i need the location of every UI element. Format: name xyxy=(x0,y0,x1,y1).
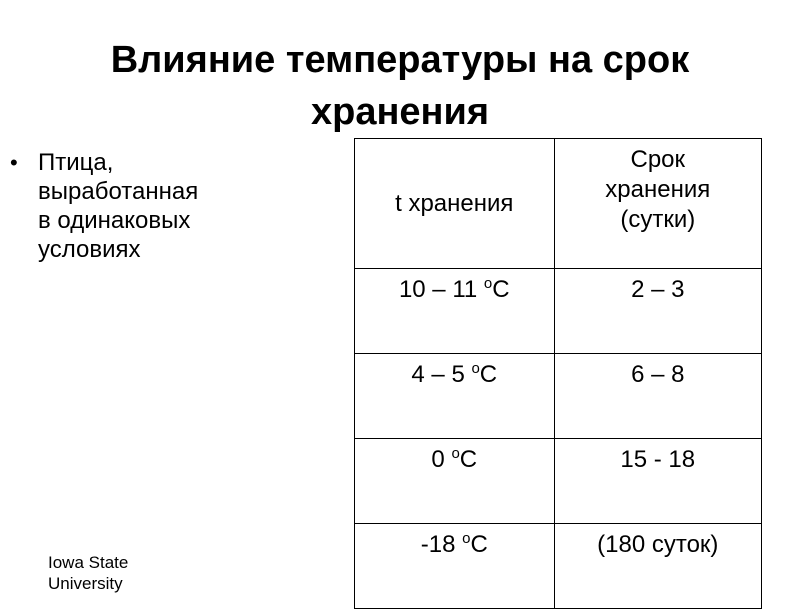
temperature-unit: C xyxy=(479,361,498,388)
degree-sign: o xyxy=(462,530,471,547)
header-cell-temperature: t хранения xyxy=(355,139,555,269)
storage-table xyxy=(354,138,762,609)
temperature-cell xyxy=(355,524,555,609)
shelf-life-cell: 2 – 3 xyxy=(554,269,761,354)
temperature-unit: C xyxy=(492,276,510,303)
slide-title: Влияние температуры на срок хранения xyxy=(110,39,690,133)
table-row xyxy=(355,269,762,354)
bullet-line: условиях xyxy=(38,236,141,263)
header-line: Срок xyxy=(630,146,686,173)
temperature-value: 0 xyxy=(431,446,452,473)
temperature-cell xyxy=(355,269,555,354)
shelf-life-cell: 6 – 8 xyxy=(554,354,761,439)
bullet-line: Птица, xyxy=(38,149,114,176)
shelf-life-cell: (180 суток) xyxy=(554,524,761,609)
header-cell-shelf-life xyxy=(554,139,761,269)
bullet-text xyxy=(38,148,263,264)
shelf-life-cell: 15 - 18 xyxy=(554,439,761,524)
temperature-value: 10 – 11 xyxy=(398,276,484,303)
bullet-dot: • xyxy=(10,150,18,175)
degree-sign: o xyxy=(483,275,493,292)
bullet-line: выработанная xyxy=(38,178,199,205)
temperature-unit: C xyxy=(459,446,478,473)
footer-source xyxy=(48,552,128,594)
header-line: (сутки) xyxy=(620,206,696,233)
bullet-line: в одинаковых xyxy=(38,207,191,234)
degree-sign: o xyxy=(451,445,460,462)
table-row xyxy=(355,439,762,524)
header-line: хранения xyxy=(605,176,711,203)
table-row xyxy=(355,354,762,439)
temperature-value: 4 – 5 xyxy=(411,361,472,388)
temperature-cell xyxy=(355,439,555,524)
table-row xyxy=(355,524,762,609)
table-header-row xyxy=(355,139,762,269)
temperature-value: -18 xyxy=(420,531,463,558)
footer-line: Iowa State xyxy=(48,553,129,572)
temperature-cell xyxy=(355,354,555,439)
temperature-unit: C xyxy=(470,531,488,558)
degree-sign: o xyxy=(471,360,480,377)
footer-line: University xyxy=(48,574,123,593)
